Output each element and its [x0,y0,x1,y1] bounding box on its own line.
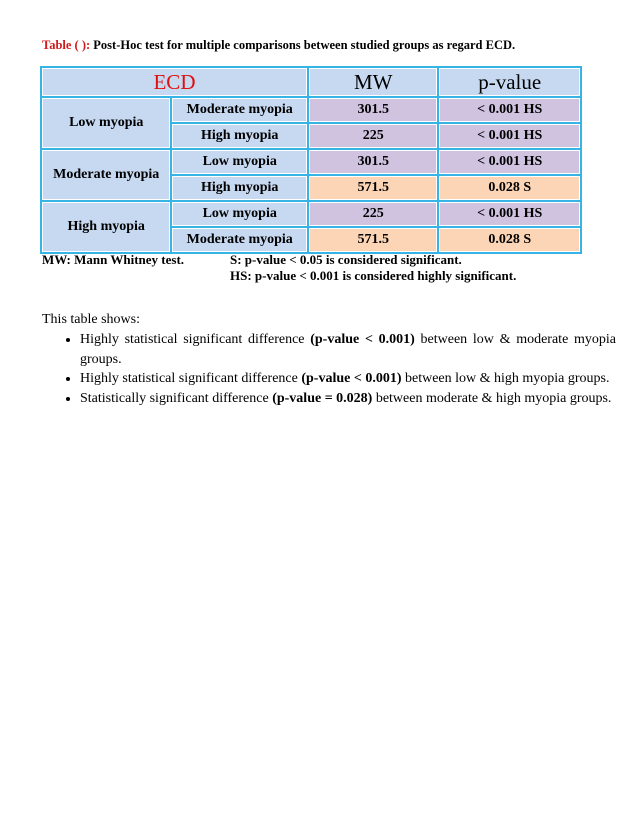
comparison-cell: Low myopia [172,150,307,174]
list-item: • Highly statistical significant difference (p-value < 0.001) between low & moderate myopia groups. [80,330,616,369]
comparison-cell: Moderate myopia [172,98,307,122]
intro-text: This table shows: [42,312,140,327]
table-header-row [42,68,580,96]
group-high-myopia: High myopia [42,202,170,252]
mw-cell: 225 [309,202,437,226]
p-value-cell: < 0.001 HS [439,124,580,148]
mw-cell: 301.5 [309,150,437,174]
comparison-cell: High myopia [172,176,307,200]
p-value-cell: 0.028 S [439,176,580,200]
comparison-cell: High myopia [172,124,307,148]
caption-label: Table ( ): [42,38,91,52]
caption-text: Post-Hoc test for multiple comparisons between studied groups as regard ECD. [93,38,516,52]
mw-cell: 301.5 [309,98,437,122]
list-item: • Highly statistical significant difference (p-value < 0.001) between low & high myopia groups. [80,369,616,389]
header-p-value: p-value [439,68,580,96]
header-mw: MW [309,68,437,96]
table-row [42,150,580,174]
p-value-cell: 0.028 S [439,228,580,252]
p-value-cell: < 0.001 HS [439,150,580,174]
comparison-cell: Moderate myopia [172,228,307,252]
list-item: • Statistically significant difference (p-value = 0.028) between moderate & high myopia groups. [80,389,616,409]
table-row [42,98,580,122]
p-value-cell: < 0.001 HS [439,202,580,226]
table-row [42,202,580,226]
footnote-hs: HS: p-value < 0.001 is considered highly significant. [230,268,517,283]
footnote-s: S: p-value < 0.05 is considered significant. [230,252,462,267]
group-low-myopia: Low myopia [42,98,170,148]
mw-cell: 225 [309,124,437,148]
findings-list [62,330,616,408]
posthoc-table [40,66,582,254]
mw-cell: 571.5 [309,228,437,252]
comparison-cell: Low myopia [172,202,307,226]
p-value-cell: < 0.001 HS [439,98,580,122]
table-footnotes [42,252,516,284]
footnote-mw: MW: Mann Whitney test. [42,252,185,267]
mw-cell: 571.5 [309,176,437,200]
group-moderate-myopia: Moderate myopia [42,150,170,200]
table-caption [42,38,602,53]
header-ecd: ECD [42,68,307,96]
